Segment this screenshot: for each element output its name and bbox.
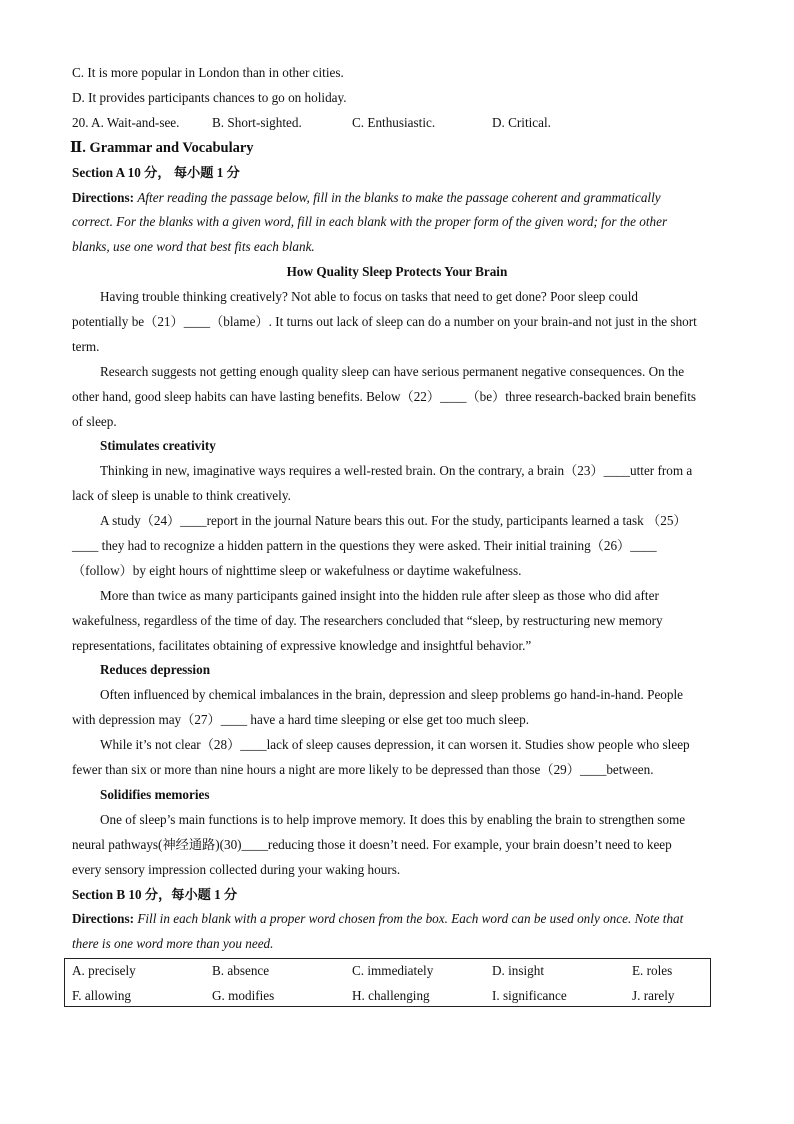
section-b-directions-line-1: Directions: Fill in each blank with a proper word chosen from the box. Each word can be used only once. Note that	[72, 911, 684, 927]
section-b-directions-line-2: there is one word more than you need.	[72, 936, 274, 952]
page-content	[72, 61, 722, 957]
word-option: C. immediately	[352, 963, 434, 978]
word-option: F. allowing	[72, 988, 132, 1003]
passage-line: fewer than six or more than nine hours a night are more likely to be depressed than those（29）____between.	[72, 762, 654, 778]
option-20d: D. Critical.	[492, 114, 551, 130]
section-heading: Ⅱ. Grammar and Vocabulary	[70, 139, 254, 156]
word-option: I. significance	[492, 988, 567, 1003]
word-option: G. modifies	[212, 988, 275, 1003]
word-box-row-2	[65, 984, 710, 1008]
passage-line: （follow）by eight hours of nighttime sleep or wakefulness or daytime wakefulness.	[72, 562, 522, 578]
option-20b: B. Short-sighted.	[212, 114, 302, 130]
passage-line: lack of sleep is unable to think creatively.	[72, 488, 291, 504]
passage-line: wakefulness, regardless of the time of day. The researchers concluded that “sleep, by restructuring new memory	[72, 612, 663, 628]
section-b-title: Section B 10 分，每小题 1 分	[72, 886, 238, 902]
passage-line: Thinking in new, imaginative ways requires a well-rested brain. On the contrary, a brain（23）____utter from a	[100, 463, 693, 479]
passage-line: More than twice as many participants gained insight into the hidden rule after sleep as those who did after	[100, 587, 659, 603]
word-option: B. absence	[212, 963, 270, 978]
passage-line: every sensory impression collected during your waking hours.	[72, 861, 401, 877]
passage-line: other hand, good sleep habits can have lasting benefits. Below（22）____（be）three research-backed brain benefits	[72, 388, 697, 404]
passage-line: ____ they had to recognize a hidden pattern in the questions they were asked. Their initial training（26）____	[72, 538, 657, 554]
word-box-row-1	[65, 959, 710, 983]
passage-line: Often influenced by chemical imbalances in the brain, depression and sleep problems go hand-in-hand. People	[100, 687, 683, 703]
word-option: E. roles	[632, 963, 673, 978]
section-a-title: Section A 10 分， 每小题 1 分	[72, 164, 240, 180]
word-option: J. rarely	[632, 988, 675, 1003]
section-a-directions-line-1: Directions: After reading the passage below, fill in the blanks to make the passage coherent and grammatically	[72, 189, 661, 205]
passage-line: term.	[72, 338, 100, 354]
subheading-depression: Reduces depression	[100, 662, 211, 678]
option-19c: C. It is more popular in London than in other cities.	[72, 65, 344, 80]
subheading-memories: Solidifies memories	[100, 786, 210, 802]
passage-title: How Quality Sleep Protects Your Brain	[286, 264, 508, 280]
word-box	[64, 958, 711, 1007]
section-a-directions-line-2: correct. For the blanks with a given word, fill in each blank with the proper form of the given word; for the other	[72, 214, 668, 230]
section-a-directions-line-3: blanks, use one word that best fits each blank.	[72, 239, 315, 255]
passage-line: Having trouble thinking creatively? Not able to focus on tasks that need to get done? Poor sleep could	[100, 289, 638, 305]
word-option: A. precisely	[72, 963, 136, 978]
passage-line: One of sleep’s main functions is to help improve memory. It does this by enabling the brain to strengthen some	[100, 811, 686, 827]
subheading-creativity: Stimulates creativity	[100, 438, 216, 454]
option-19d: D. It provides participants chances to go on holiday.	[72, 89, 347, 105]
passage-line: Research suggests not getting enough quality sleep can have serious permanent negative consequences. On the	[100, 363, 685, 379]
passage-line: of sleep.	[72, 413, 117, 429]
option-20c: C. Enthusiastic.	[352, 114, 436, 130]
passage-line: potentially be（21）____（blame）. It turns out lack of sleep can do a number on your brain-and not just in the short	[72, 314, 697, 330]
word-option: D. insight	[492, 963, 545, 978]
passage-line: representations, facilitates obtaining of expressive knowledge and insightful behavior.”	[72, 637, 532, 653]
word-option: H. challenging	[352, 988, 430, 1003]
passage-line: with depression may（27）____ have a hard time sleeping or else get too much sleep.	[72, 712, 530, 728]
option-20a: 20. A. Wait-and-see.	[72, 114, 180, 130]
passage-line: While it’s not clear（28）____lack of sleep causes depression, it can worsen it. Studies show people who sleep	[100, 737, 690, 753]
directions-label: Directions:	[72, 911, 135, 927]
passage-line: A study（24）____report in the journal Nature bears this out. For the study, participants learned a task （25）	[100, 513, 687, 529]
passage-line: neural pathways(神经通路)(30)____reducing those it doesn’t need. For example, your brain doesn’t need to keep	[72, 836, 672, 852]
question-20-options	[72, 111, 722, 136]
directions-label: Directions:	[72, 189, 135, 205]
